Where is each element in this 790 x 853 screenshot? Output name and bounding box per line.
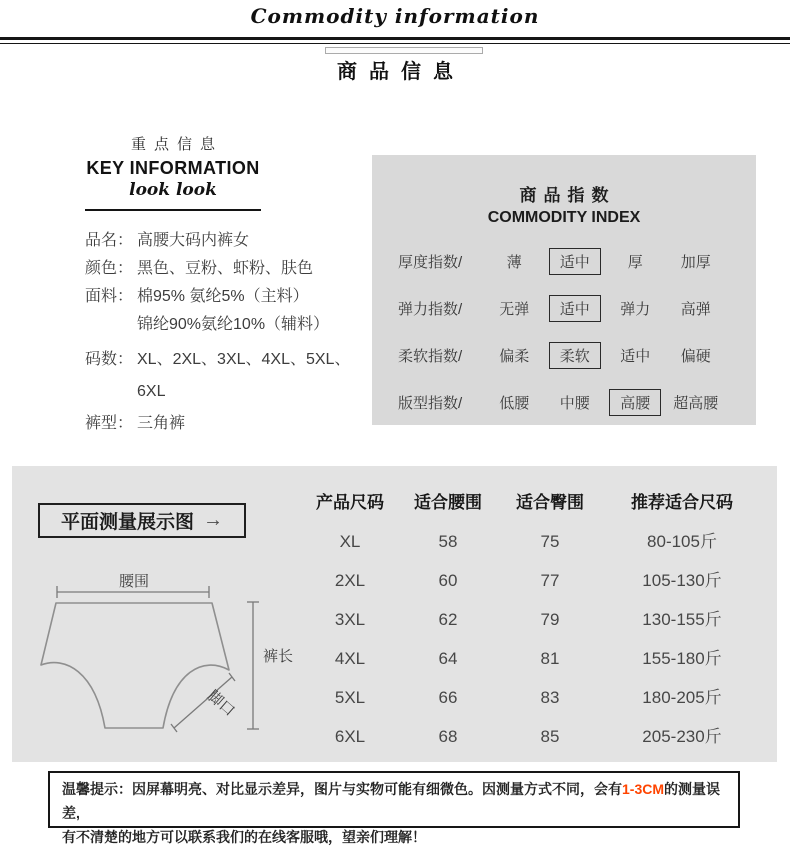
table-cell-hip: 83: [540, 688, 560, 707]
waist-label: 腰围: [118, 573, 150, 590]
size-table-header: 推荐适合尺码: [631, 493, 733, 512]
notice-text-line2: 有不清楚的地方可以联系我们的在线客服哦，望亲们理解！: [62, 829, 426, 845]
index-option: 中腰: [559, 394, 590, 412]
index-option: 弹力: [620, 300, 651, 318]
table-cell-size: 4XL: [334, 649, 366, 668]
index-row-waist-style: [398, 390, 726, 414]
size-table-header: 适合腰围: [414, 493, 482, 512]
index-title-en: COMMODITY INDEX: [487, 209, 641, 226]
commodity-index-panel: [372, 155, 756, 425]
product-attributes: [85, 227, 390, 438]
table-cell-size: XL: [339, 532, 361, 551]
table-cell-hip: 75: [540, 532, 560, 551]
attribute-row-fabric-cont: [85, 311, 390, 339]
index-row-softness: [398, 343, 726, 367]
table-cell-size: 6XL: [334, 727, 366, 746]
measurement-title-box: [38, 503, 246, 538]
index-row-label: 版型指数/: [398, 394, 463, 412]
divider-ornament: [325, 47, 483, 54]
attribute-label: 颜色：: [85, 260, 134, 277]
table-cell-weight: 80-105斤: [647, 532, 717, 551]
index-option: 薄: [506, 253, 522, 271]
attribute-value: 高腰大码内裤女: [137, 232, 250, 249]
attribute-label: 品名：: [85, 232, 134, 249]
index-option-selected: 柔软: [545, 342, 606, 369]
table-cell-waist: 68: [438, 727, 458, 746]
table-cell-size: 3XL: [334, 610, 366, 629]
key-info-underline: [85, 209, 261, 211]
index-option-selected: 适中: [545, 248, 606, 275]
index-option-selected: 高腰: [605, 389, 666, 416]
table-cell-weight: 155-180斤: [642, 649, 722, 668]
header-divider-thick: [0, 37, 790, 40]
attribute-label: 面料：: [85, 288, 134, 305]
underwear-outline: [41, 603, 229, 728]
table-cell-waist: 62: [438, 610, 458, 629]
measurement-title: 平面测量展示图: [60, 512, 194, 533]
table-cell-hip: 79: [540, 610, 560, 629]
attribute-value: XL、2XL、3XL、4XL、5XL、: [137, 351, 351, 368]
key-info-header: [56, 133, 290, 211]
underwear-measurement-diagram: [25, 555, 315, 760]
table-cell-waist: 58: [438, 532, 458, 551]
table-cell-hip: 77: [540, 571, 560, 590]
index-row-label: 弹力指数/: [398, 300, 463, 318]
index-row-elasticity: [398, 296, 726, 320]
attribute-row-style: [85, 410, 390, 438]
length-measure-line: [247, 602, 259, 729]
measurement-section: [12, 466, 777, 762]
index-option: 超高腰: [673, 394, 719, 412]
attribute-value: 三角裤: [137, 415, 186, 432]
notice-box: [48, 771, 740, 845]
page-title: 商品信息: [337, 61, 465, 83]
arrow-right-icon: →: [203, 509, 223, 531]
attribute-value: 6XL: [137, 383, 166, 400]
index-option: 厚: [627, 253, 643, 271]
length-label: 裤长: [262, 648, 294, 665]
attribute-row-sizes: [85, 346, 390, 374]
index-option: 适中: [620, 347, 651, 365]
key-info-title-en: KEY INFORMATION: [86, 158, 260, 178]
header-divider-thin: [0, 43, 790, 44]
table-cell-hip: 85: [540, 727, 560, 746]
key-info-title-zh: 重点信息: [130, 136, 223, 153]
attribute-value: 黑色、豆粉、虾粉、肤色: [137, 260, 314, 277]
index-option: 高弹: [680, 300, 711, 318]
index-option: 偏柔: [499, 347, 530, 365]
index-row-thickness: [398, 249, 726, 273]
table-cell-waist: 60: [438, 571, 458, 590]
index-option: 低腰: [499, 394, 530, 412]
index-option-selected: 适中: [545, 295, 606, 322]
table-cell-waist: 64: [438, 649, 458, 668]
attribute-label: 裤型：: [85, 415, 134, 432]
table-cell-size: 5XL: [334, 688, 366, 707]
notice-text: 的测量误差,: [62, 781, 721, 821]
leg-opening-label: 脚口: [204, 687, 238, 720]
index-row-label: 柔软指数/: [398, 347, 463, 365]
index-row-label: 厚度指数/: [398, 253, 463, 271]
table-cell-weight: 205-230斤: [642, 727, 722, 746]
attribute-value: 棉95% 氨纶5%（主料）: [137, 288, 309, 305]
size-table: [300, 490, 760, 756]
attribute-row-fabric: [85, 283, 390, 311]
table-cell-waist: 66: [438, 688, 458, 707]
index-option: 无弹: [499, 300, 530, 318]
table-cell-weight: 130-155斤: [642, 610, 722, 629]
size-table-header: 产品尺码: [316, 493, 384, 512]
attribute-label: 码数：: [85, 351, 134, 368]
header-title-english: Commodity information: [250, 4, 540, 28]
table-cell-weight: 180-205斤: [642, 688, 722, 707]
table-cell-size: 2XL: [334, 571, 366, 590]
notice-text: 温馨提示：因屏幕明亮、对比显示差异，图片与实物可能有细微色。因测量方式不同，会有: [62, 781, 622, 797]
attribute-row-color: [85, 255, 390, 283]
attribute-row-sizes-cont: [85, 378, 390, 406]
key-info-subtitle: look look: [129, 180, 217, 200]
attribute-row-name: [85, 227, 390, 255]
table-cell-weight: 105-130斤: [642, 571, 722, 590]
index-option: 加厚: [680, 253, 711, 271]
index-title-zh: 商品指数: [519, 186, 616, 205]
size-table-header: 适合臀围: [516, 493, 584, 512]
notice-highlight: 1-3CM: [622, 781, 665, 797]
table-cell-hip: 81: [540, 649, 560, 668]
attribute-value: 锦纶90%氨纶10%（辅料）: [137, 316, 330, 333]
index-option: 偏硬: [680, 347, 711, 365]
